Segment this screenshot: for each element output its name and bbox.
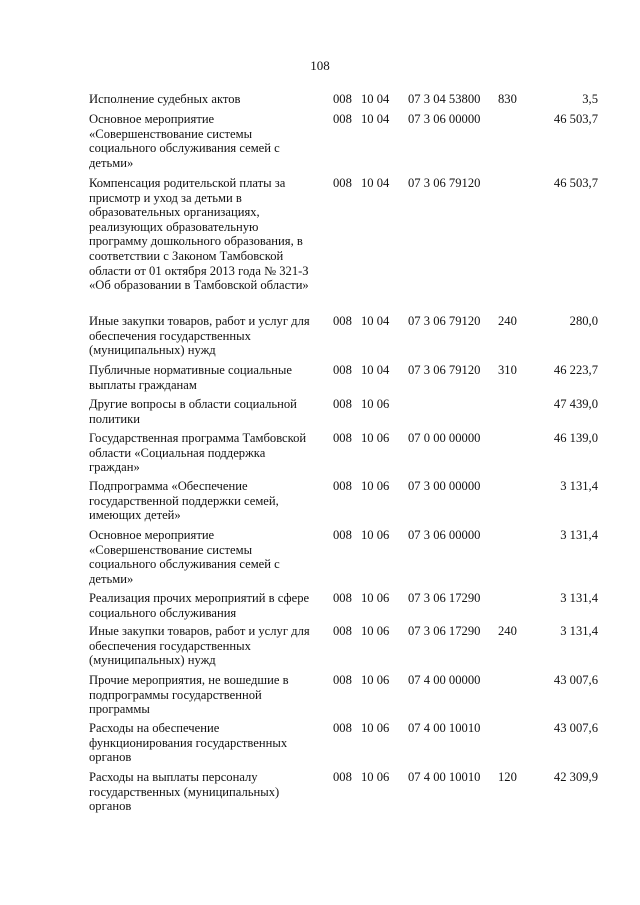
row-target-code: 07 0 00 00000 — [408, 431, 481, 445]
row-amount: 3 131,4 — [560, 591, 598, 605]
row-name: Основное мероприятие «Совершенствование системы социального обслуживания семей с детьми» — [89, 528, 280, 586]
row-dept-code: 008 — [333, 721, 352, 735]
row-expense-type: 120 — [498, 770, 517, 784]
row-dept-code: 008 — [333, 673, 352, 687]
row-amount: 43 007,6 — [553, 673, 598, 687]
row-amount: 280,0 — [569, 314, 598, 328]
row-name: Компенсация родительской платы за присмотр и уход за детьми в образовательных организациях, реализующих образовательную программу дошкольного образования, в соответствии с Законом Тамбовской области от 01 октября 2013 года № 321-З «Об образовании в Тамбовской области» — [89, 176, 309, 293]
row-target-code: 07 4 00 10010 — [408, 721, 481, 735]
row-name: Другие вопросы в области социальной политики — [89, 397, 297, 426]
row-amount: 46 223,7 — [553, 363, 598, 377]
row-dept-code: 008 — [333, 397, 352, 411]
row-target-code: 07 3 00 00000 — [408, 479, 481, 493]
row-dept-code: 008 — [333, 479, 352, 493]
row-name: Прочие мероприятия, не вошедшие в подпрограммы государственной программы — [89, 673, 289, 717]
row-section-code: 10 06 — [361, 397, 390, 411]
row-section-code: 10 06 — [361, 721, 390, 735]
row-name: Подпрограмма «Обеспечение государственной поддержки семей, имеющих детей» — [89, 479, 279, 523]
row-name: Публичные нормативные социальные выплаты гражданам — [89, 363, 292, 392]
row-section-code: 10 06 — [361, 479, 390, 493]
row-expense-type: 240 — [498, 624, 517, 638]
row-dept-code: 008 — [333, 431, 352, 445]
row-section-code: 10 06 — [361, 591, 390, 605]
row-target-code: 07 3 04 53800 — [408, 92, 481, 106]
row-target-code: 07 3 06 00000 — [408, 112, 481, 126]
row-name: Расходы на выплаты персоналу государственных (муниципальных) органов — [89, 770, 280, 814]
row-section-code: 10 04 — [361, 314, 390, 328]
row-amount: 3 131,4 — [560, 624, 598, 638]
row-target-code: 07 3 06 00000 — [408, 528, 481, 542]
row-section-code: 10 04 — [361, 363, 390, 377]
row-name: Реализация прочих мероприятий в сфере социального обслуживания — [89, 591, 310, 620]
row-amount: 46 503,7 — [553, 176, 598, 190]
page-number: 108 — [310, 58, 330, 73]
row-section-code: 10 04 — [361, 176, 390, 190]
row-section-code: 10 06 — [361, 431, 390, 445]
row-dept-code: 008 — [333, 363, 352, 377]
row-dept-code: 008 — [333, 314, 352, 328]
row-expense-type: 310 — [498, 363, 517, 377]
row-amount: 3,5 — [582, 92, 598, 106]
row-target-code: 07 4 00 10010 — [408, 770, 481, 784]
row-amount: 3 131,4 — [560, 479, 598, 493]
row-target-code: 07 3 06 17290 — [408, 591, 481, 605]
row-name: Иные закупки товаров, работ и услуг для обеспечения государственных (муниципальных) нужд — [89, 624, 310, 668]
row-section-code: 10 06 — [361, 770, 390, 784]
row-section-code: 10 06 — [361, 528, 390, 542]
row-amount: 47 439,0 — [553, 397, 598, 411]
row-name: Иные закупки товаров, работ и услуг для обеспечения государственных (муниципальных) нужд — [89, 314, 310, 358]
row-name: Государственная программа Тамбовской области «Социальная поддержка граждан» — [89, 431, 307, 475]
row-dept-code: 008 — [333, 112, 352, 126]
row-name: Основное мероприятие «Совершенствование системы социального обслуживания семей с детьми» — [89, 112, 280, 170]
row-amount: 43 007,6 — [553, 721, 598, 735]
row-dept-code: 008 — [333, 591, 352, 605]
row-section-code: 10 06 — [361, 673, 390, 687]
row-expense-type: 830 — [498, 92, 517, 106]
row-name: Расходы на обеспечение функционирования государственных органов — [89, 721, 288, 765]
row-dept-code: 008 — [333, 624, 352, 638]
row-name: Исполнение судебных актов — [89, 92, 241, 106]
row-dept-code: 008 — [333, 528, 352, 542]
row-section-code: 10 04 — [361, 92, 390, 106]
row-section-code: 10 06 — [361, 624, 390, 638]
row-amount: 3 131,4 — [560, 528, 598, 542]
row-amount: 46 503,7 — [553, 112, 598, 126]
row-target-code: 07 3 06 79120 — [408, 176, 481, 190]
row-target-code: 07 3 06 79120 — [408, 314, 481, 328]
row-dept-code: 008 — [333, 770, 352, 784]
row-target-code: 07 3 06 79120 — [408, 363, 481, 377]
row-section-code: 10 04 — [361, 112, 390, 126]
row-dept-code: 008 — [333, 176, 352, 190]
row-target-code: 07 4 00 00000 — [408, 673, 481, 687]
row-target-code: 07 3 06 17290 — [408, 624, 481, 638]
row-amount: 46 139,0 — [553, 431, 598, 445]
row-dept-code: 008 — [333, 92, 352, 106]
row-expense-type: 240 — [498, 314, 517, 328]
row-amount: 42 309,9 — [553, 770, 598, 784]
